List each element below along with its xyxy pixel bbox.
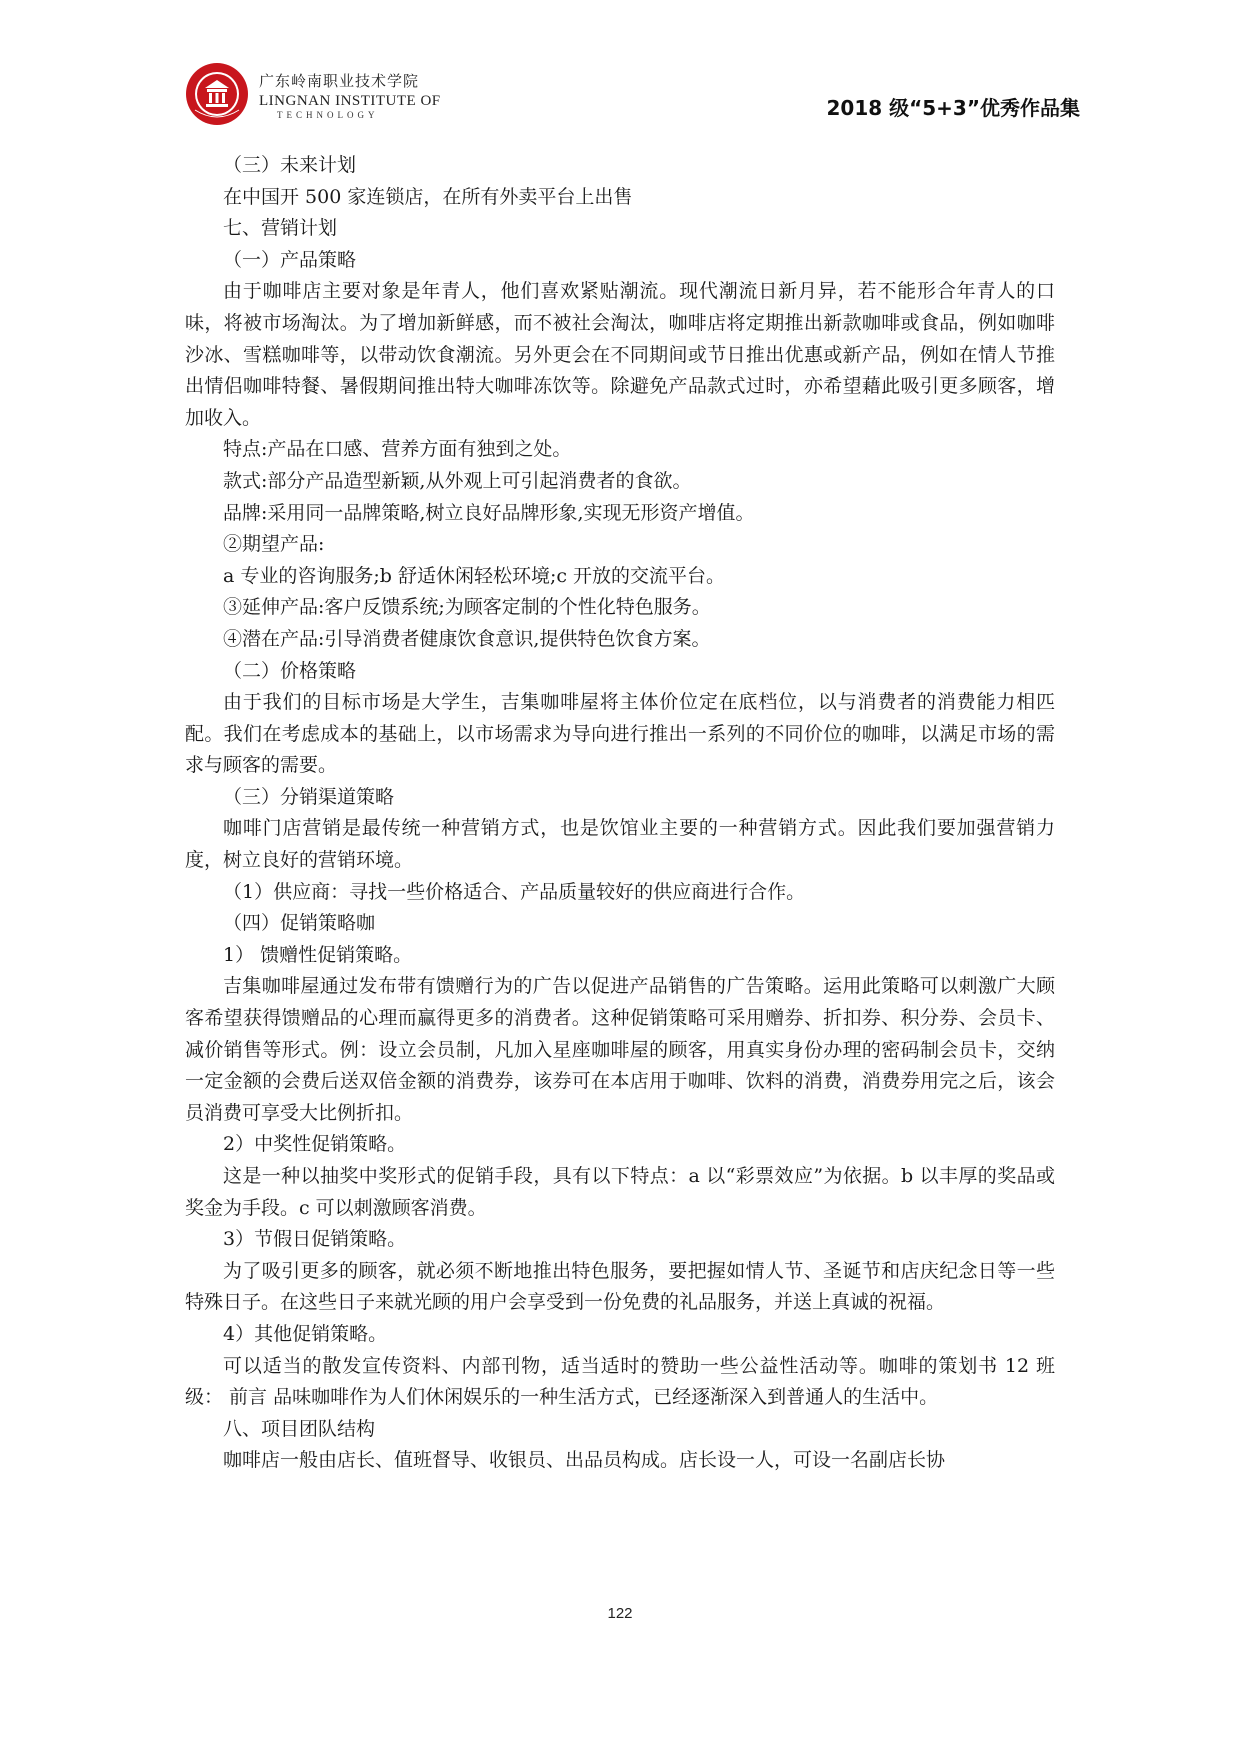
paragraph: 4）其他促销策略。 bbox=[223, 1322, 388, 1345]
paragraph: 由于我们的目标市场是大学生，吉集咖啡屋将主体价位定在底档位，以与消费者的消费能力相匹配。我们在考虑成本的基础上，以市场需求为导向进行推出一系列的不同价位的咖啡，以满足市场的需求与顾客的需要。 bbox=[185, 691, 1055, 777]
paragraph: 款式:部分产品造型新颖,从外观上可引起消费者的食欲。 bbox=[223, 469, 692, 492]
paragraph: 为了吸引更多的顾客，就必须不断地推出特色服务，要把握如情人节、圣诞节和店庆纪念日等一些特殊日子。在这些日子来就光顾的用户会享受到一份免费的礼品服务，并送上真诚的祝福。 bbox=[185, 1259, 1055, 1314]
section-heading: 八、项目团队结构 bbox=[223, 1417, 376, 1440]
document-body bbox=[185, 150, 1055, 1477]
paragraph: （1）供应商：寻找一些价格适合、产品质量较好的供应商进行合作。 bbox=[223, 880, 806, 903]
paragraph: ④潜在产品:引导消费者健康饮食意识,提供特色饮食方案。 bbox=[223, 627, 711, 650]
paragraph: ②期望产品: bbox=[223, 533, 325, 556]
paragraph: 咖啡门店营销是最传统一种营销方式，也是饮馆业主要的一种营销方式。因此我们要加强营销力度，树立良好的营销环境。 bbox=[185, 817, 1055, 872]
paragraph: 1） 馈赠性促销策略。 bbox=[223, 943, 413, 966]
institute-name-en-line2: TECHNOLOGY bbox=[277, 110, 379, 120]
paragraph: 在中国开 500 家连锁店，在所有外卖平台上出售 bbox=[223, 185, 633, 208]
section-heading: 七、营销计划 bbox=[223, 217, 338, 240]
institute-name-cn: 广东岭南职业技术学院 bbox=[259, 72, 420, 90]
section-heading: （三）分销渠道策略 bbox=[223, 785, 395, 808]
paragraph: 3）节假日促销策略。 bbox=[223, 1228, 407, 1251]
paragraph: 这是一种以抽奖中奖形式的促销手段，具有以下特点：a 以“彩票效应”为依据。b 以丰厚的奖品或奖金为手段。c 可以刺激顾客消费。 bbox=[185, 1165, 1055, 1219]
paragraph: a 专业的咨询服务;b 舒适休闲轻松环境;c 开放的交流平台。 bbox=[223, 564, 726, 587]
paragraph: 2）中奖性促销策略。 bbox=[223, 1133, 407, 1156]
paragraph: 可以适当的散发宣传资料、内部刊物，适当适时的赞助一些公益性活动等。咖啡的策划书 12 班级： 前言 品味咖啡作为人们休闲娱乐的一种生活方式，已经逐渐深入到普通人的生活中。 bbox=[185, 1354, 1055, 1409]
section-heading: （一）产品策略 bbox=[223, 248, 357, 271]
paragraph: 特点:产品在口感、营养方面有独到之处。 bbox=[223, 438, 572, 461]
collection-title: 2018 级“5+3”优秀作品集 bbox=[826, 96, 1080, 120]
paragraph: 品牌:采用同一品牌策略,树立良好品牌形象,实现无形资产增值。 bbox=[223, 501, 755, 524]
section-heading: （三）未来计划 bbox=[223, 154, 357, 176]
institute-name bbox=[259, 70, 441, 120]
paragraph: 咖啡店一般由店长、值班督导、收银员、出品员构成。店长设一人，可设一名副店长协 bbox=[223, 1449, 946, 1472]
institute-logo bbox=[185, 62, 249, 126]
page-number: 122 bbox=[607, 1605, 633, 1622]
page-header bbox=[185, 48, 1080, 128]
section-heading: （四）促销策略咖 bbox=[223, 912, 376, 935]
section-heading: （二）价格策略 bbox=[223, 659, 357, 682]
paragraph: 吉集咖啡屋通过发布带有馈赠行为的广告以促进产品销售的广告策略。运用此策略可以刺激广大顾客希望获得馈赠品的心理而赢得更多的消费者。这种促销策略可采用赠券、折扣券、积分券、会员卡、减价销售等形式。例：设立会员制，凡加入星座咖啡屋的顾客，用真实身份办理的密码制会员卡，交纳一定金额的会费后送双倍金额的消费券，该券可在本店用于咖啡、饮料的消费，消费券用完之后，该会员消费可享受大比例折扣。 bbox=[185, 975, 1055, 1124]
paragraph: 由于咖啡店主要对象是年青人，他们喜欢紧贴潮流。现代潮流日新月异，若不能形合年青人的口味，将被市场淘汰。为了增加新鲜感，而不被社会淘汰，咖啡店将定期推出新款咖啡或食品，例如咖啡沙冰、雪糕咖啡等，以带动饮食潮流。另外更会在不同期间或节日推出优惠或新产品，例如在情人节推出情侣咖啡特餐、暑假期间推出特大咖啡冻饮等。除避免产品款式过时，亦希望藉此吸引更多顾客，增加收入。 bbox=[185, 280, 1055, 429]
paragraph: ③延伸产品:客户反馈系统;为顾客定制的个性化特色服务。 bbox=[223, 596, 711, 619]
institute-name-en: LINGNAN INSTITUTE OF bbox=[259, 93, 441, 109]
